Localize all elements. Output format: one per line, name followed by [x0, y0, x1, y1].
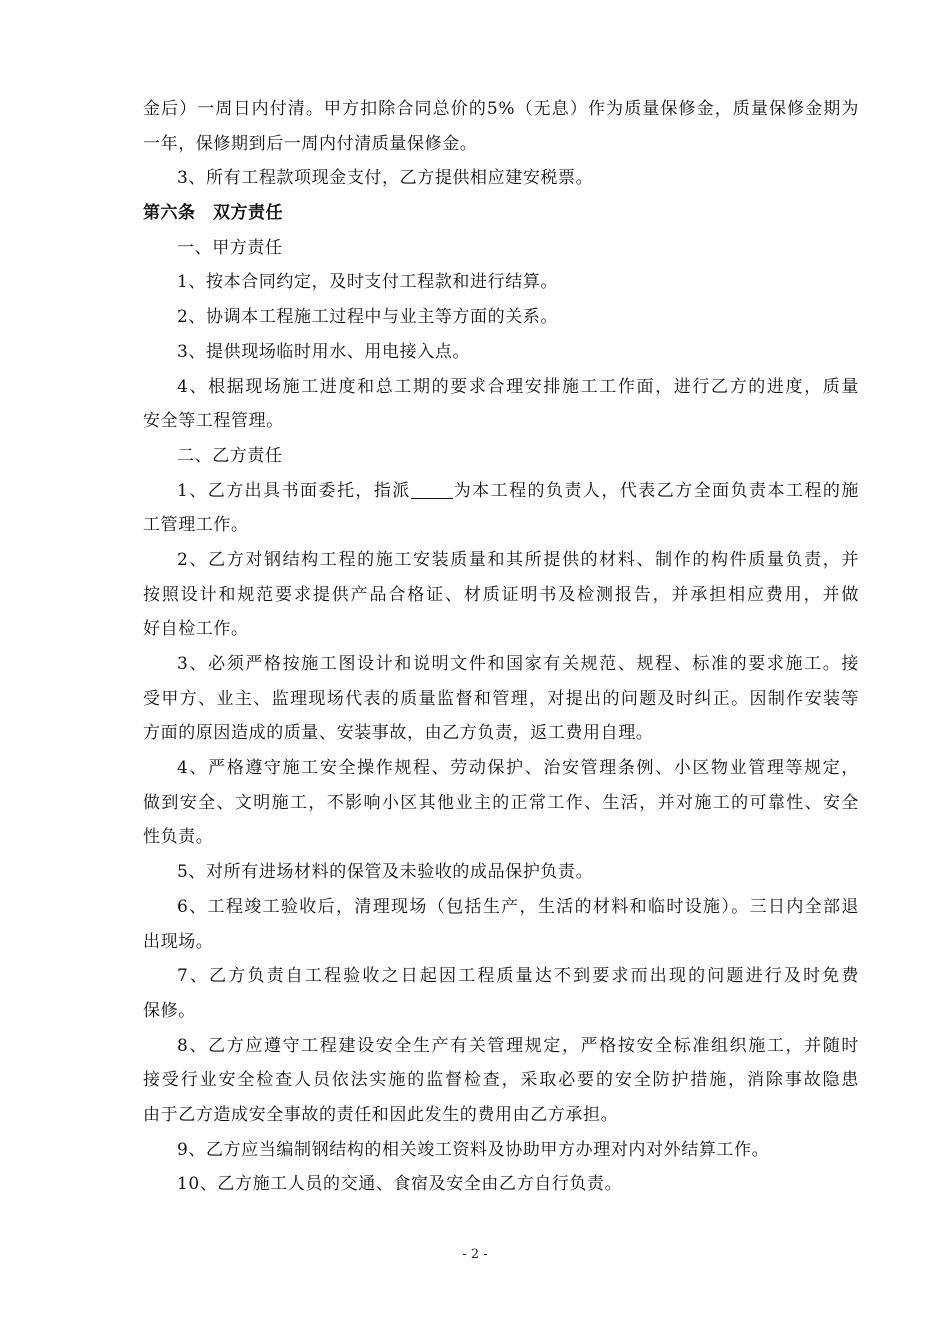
- paragraph-line: 6、工程竣工验收后，清理现场（包括生产，生活的材料和临时设施）。三日内全部退: [177, 896, 859, 917]
- paragraph-line: 方面的原因造成的质量、安装事故，由乙方负责，返工费用自理。: [143, 723, 654, 744]
- paragraph-line: 好自检工作。: [143, 619, 249, 640]
- fill-in-blank: [411, 481, 453, 499]
- paragraph-line: 做到安全、文明施工，不影响小区其他业主的正常工作、生活，并对施工的可靠性、安全: [143, 792, 859, 813]
- paragraph-line: 4、严格遵守施工安全操作规程、劳动保护、治安管理条例、小区物业管理等规定，: [177, 758, 859, 779]
- paragraph-line: 一年，保修期到后一周内付清质量保修金。: [143, 133, 478, 154]
- paragraph-line: 按照设计和规范要求提供产品合格证、材质证明书及检测报告，并承担相应费用，并做: [143, 584, 859, 605]
- paragraph-line: [143, 474, 859, 509]
- paragraph-line: 4、根据现场施工进度和总工期的要求合理安排施工工作面，进行乙方的进度，质量: [177, 376, 859, 397]
- paragraph-line: 金后）一周日内付清。甲方扣除合同总价的5%（无息）作为质量保修金，质量保修金期为: [143, 99, 859, 119]
- paragraph-line: 受甲方、业主、监理现场代表的质量监督和管理，对提出的问题及时纠正。因制作安装等: [143, 688, 859, 709]
- paragraph-line: 5、对所有进场材料的保管及未验收的成品保护负责。: [177, 862, 594, 883]
- paragraph-line: 2、乙方对钢结构工程的施工安装质量和其所提供的材料、制作的构件质量负责，并: [177, 549, 859, 570]
- section-heading: 第六条 双方责任: [143, 203, 283, 224]
- document-body: [143, 92, 859, 1202]
- paragraph-line: 性负责。: [143, 827, 214, 848]
- paragraph-line: 安全等工程管理。: [143, 411, 284, 432]
- paragraph-line: 二、乙方责任: [177, 445, 283, 466]
- paragraph-line: 1、按本合同约定，及时支付工程款和进行结算。: [177, 272, 559, 293]
- paragraph-line: 7、乙方负责自工程验收之日起因工程质量达不到要求而出现的问题进行及时免费: [177, 966, 859, 987]
- line-text: 为本工程的负责人，代表乙方全面负责本工程的施: [452, 480, 859, 501]
- paragraph-line: 3、提供现场临时用水、用电接入点。: [177, 341, 471, 362]
- paragraph-line: 8、乙方应遵守工程建设安全生产有关管理规定，严格按安全标准组织施工，并随时: [177, 1035, 859, 1056]
- paragraph-line: 2、协调本工程施工过程中与业主等方面的关系。: [177, 307, 559, 328]
- line-text: 1、乙方出具书面委托，指派: [177, 480, 411, 501]
- paragraph-line: 保修。: [143, 1000, 196, 1021]
- paragraph-line: 一、甲方责任: [177, 237, 283, 258]
- paragraph-line: 9、乙方应当编制钢结构的相关竣工资料及协助甲方办理对内对外结算工作。: [177, 1139, 770, 1160]
- paragraph-line: 出现场。: [143, 931, 214, 952]
- paragraph-line: 3、必须严格按施工图设计和说明文件和国家有关规范、规程、标准的要求施工。接: [177, 654, 859, 674]
- paragraph-line: 接受行业安全检查人员依法实施的监督检查，采取必要的安全防护措施，消除事故隐患: [143, 1070, 859, 1091]
- paragraph-line: 由于乙方造成安全事故的责任和因此发生的费用由乙方承担。: [143, 1104, 619, 1125]
- paragraph-line: 10、乙方施工人员的交通、食宿及安全由乙方自行负责。: [177, 1174, 623, 1195]
- paragraph-line: 工管理工作。: [143, 515, 249, 536]
- paragraph-line: 3、所有工程款项现金支付，乙方提供相应建安税票。: [177, 168, 594, 189]
- page-number: - 2 -: [462, 1247, 488, 1262]
